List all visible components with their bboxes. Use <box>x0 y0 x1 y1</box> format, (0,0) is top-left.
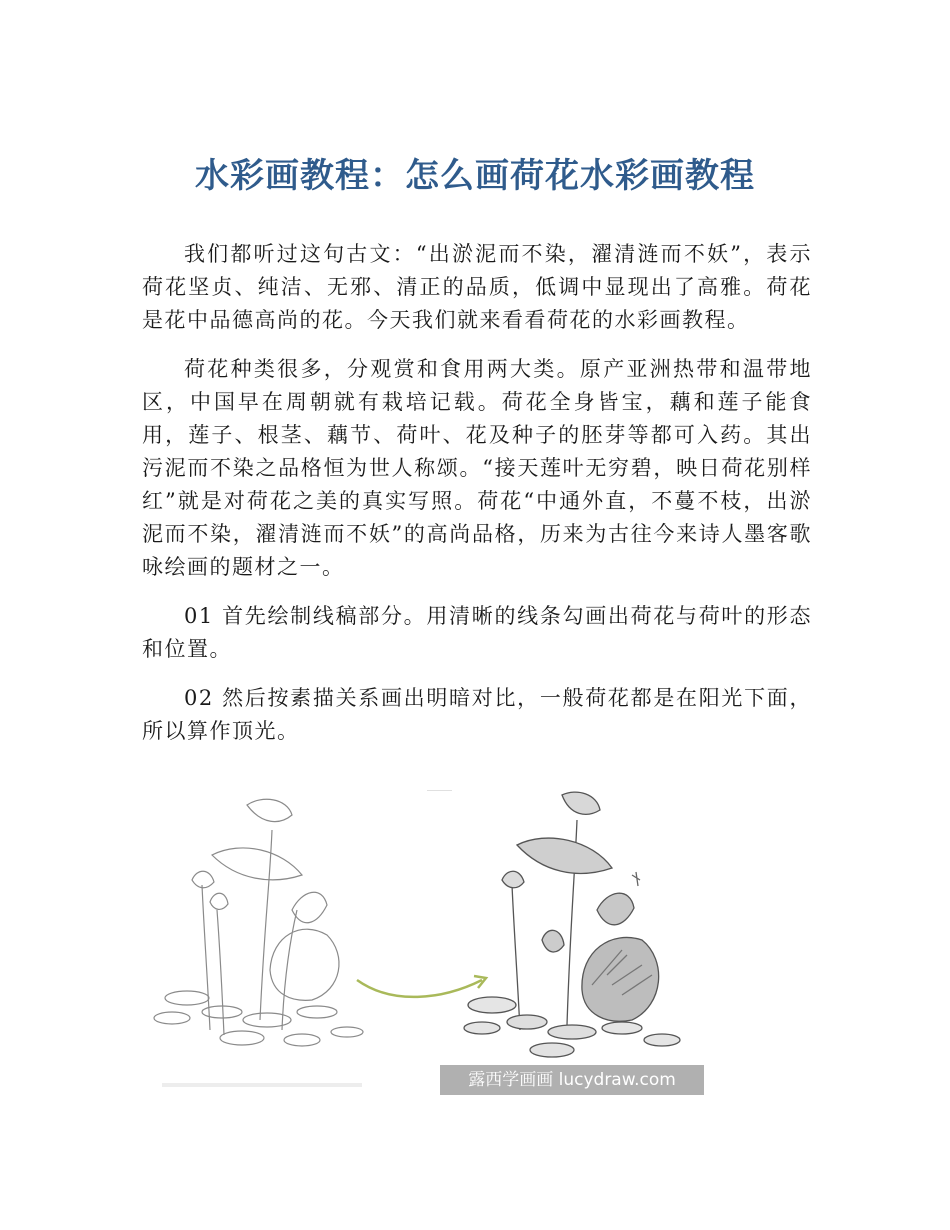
paragraph-step-02: 02 然后按素描关系画出明暗对比，一般荷花都是在阳光下面，所以算作顶光。 <box>142 686 812 743</box>
line-sketch-left <box>154 799 363 1046</box>
article-body <box>142 238 812 764</box>
watermark-label: 露西学画画 lucydraw.com <box>440 1065 704 1095</box>
lotus-sketch-illustration <box>152 790 712 1100</box>
paragraph-intro: 我们都听过这句古文：“出淤泥而不染，濯清涟而不妖”，表示荷花坚贞、纯洁、无邪、清正的品质，低调中显现出了高雅。荷花是花中品德高尚的花。今天我们就来看看荷花的水彩画教程。 <box>142 242 812 332</box>
progress-arrow <box>357 980 482 997</box>
page-title: 水彩画教程：怎么画荷花水彩画教程 <box>195 156 755 196</box>
sketch-comparison-image <box>152 790 712 1100</box>
paragraph-lotus-info: 荷花种类很多，分观赏和食用两大类。原产亚洲热带和温带地区，中国早在周朝就有栽培记载。荷花全身皆宝，藕和莲子能食用，莲子、根茎、藕节、荷叶、花及种子的胚芽等都可入药。其出污泥而不染之品格恒为世人称颂。“接天莲叶无穷碧，映日荷花别样红”就是对荷花之美的真实写照。荷花“中通外直，不蔓不枝，出淤泥而不染，濯清涟而不妖”的高尚品格，历来为古往今来诗人墨客歌咏绘画的题材之一。 <box>142 357 812 579</box>
shaded-sketch-right <box>464 792 680 1057</box>
paragraph-step-01: 01 首先绘制线稿部分。用清晰的线条勾画出荷花与荷叶的形态和位置。 <box>142 604 812 661</box>
